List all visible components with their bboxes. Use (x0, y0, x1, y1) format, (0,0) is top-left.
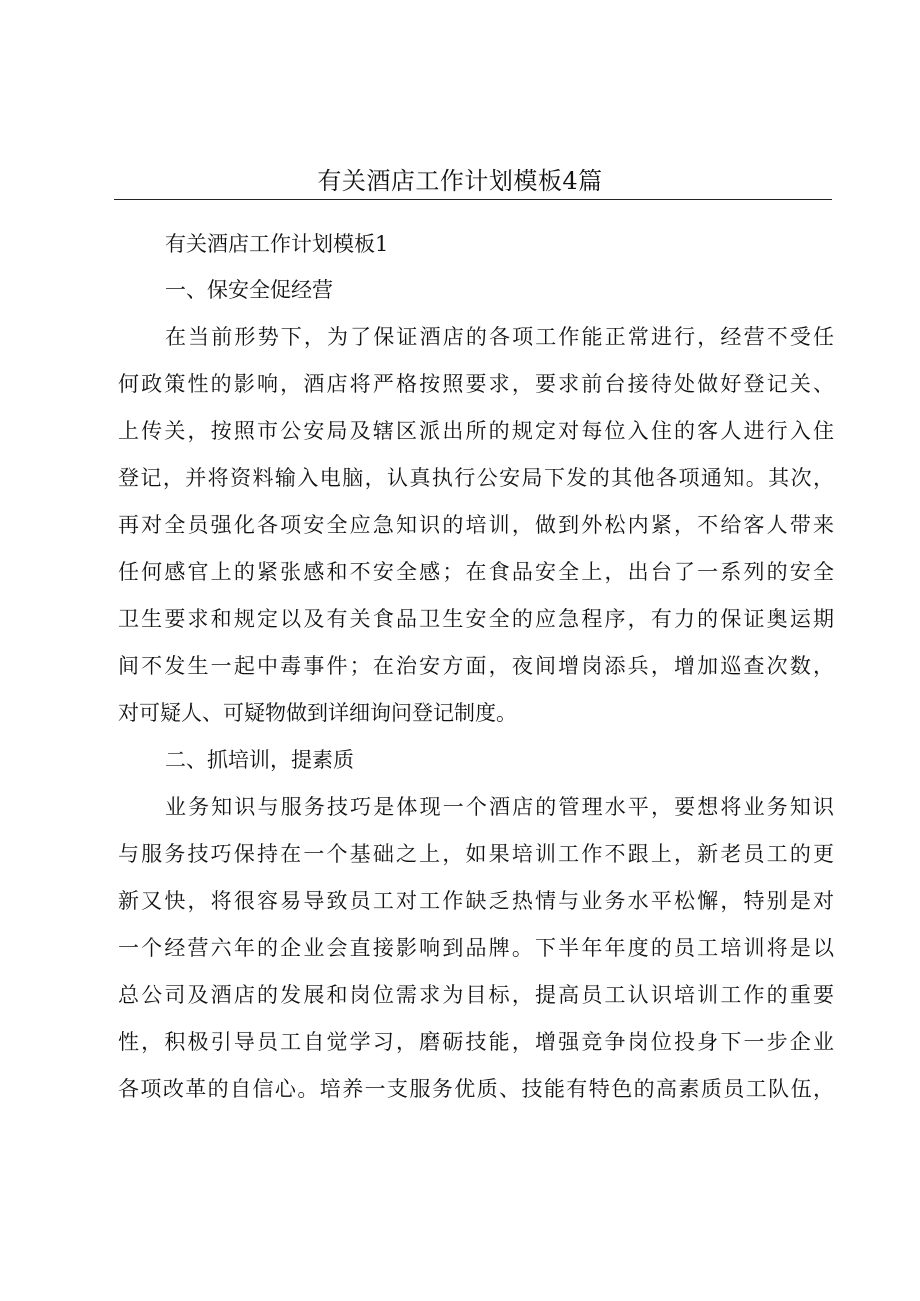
paragraph-line: 各项改革的自信心。培养一支服务优质、技能有特色的高素质员工队伍， (118, 1077, 834, 1101)
paragraph-line: 何政策性的影响，酒店将严格按照要求，要求前台接待处做好登记关、 (118, 372, 834, 396)
paragraph-line: 上传关，按照市公安局及辖区派出所的规定对每位入住的客人进行入住 (118, 419, 834, 443)
paragraph-line: 卫生要求和规定以及有关食品卫生安全的应急程序，有力的保证奥运期 (118, 607, 834, 631)
paragraph-line: 一个经营六年的企业会直接影响到品牌。下半年年度的员工培训将是以 (118, 936, 834, 960)
paragraph-line: 新又快，将很容易导致员工对工作缺乏热情与业务水平松懈，特别是对 (118, 889, 834, 913)
paragraph-line: 对可疑人、可疑物做到详细询问登记制度。 (118, 701, 517, 725)
paragraph-line: 任何感官上的紧张感和不安全感；在食品安全上，出台了一系列的安全 (118, 560, 834, 584)
section-heading-2: 二、抓培训，提素质 (165, 748, 354, 772)
paragraph-line: 总公司及酒店的发展和岗位需求为目标，提高员工认识培训工作的重要 (118, 983, 834, 1007)
paragraph-line: 再对全员强化各项安全应急知识的培训，做到外松内紧，不给客人带来 (118, 513, 834, 537)
section-heading-1: 一、保安全促经营 (165, 278, 333, 302)
paragraph-line: 登记，并将资料输入电脑，认真执行公安局下发的其他各项通知。其次， (118, 466, 834, 490)
document-subtitle: 有关酒店工作计划模板1 (165, 232, 389, 256)
paragraph-line: 间不发生一起中毒事件；在治安方面，夜间增岗添兵，增加巡查次数， (118, 654, 834, 678)
paragraph-line: 与服务技巧保持在一个基础之上，如果培训工作不跟上，新老员工的更 (118, 842, 834, 866)
paragraph-line: 业务知识与服务技巧是体现一个酒店的管理水平，要想将业务知识 (165, 795, 834, 819)
title-underline (114, 199, 832, 200)
paragraph-line: 在当前形势下，为了保证酒店的各项工作能正常进行，经营不受任 (165, 325, 834, 349)
document-title: 有关酒店工作计划模板4篇 (317, 167, 603, 195)
paragraph-line: 性，积极引导员工自觉学习，磨砺技能，增强竞争岗位投身下一步企业 (118, 1030, 834, 1054)
